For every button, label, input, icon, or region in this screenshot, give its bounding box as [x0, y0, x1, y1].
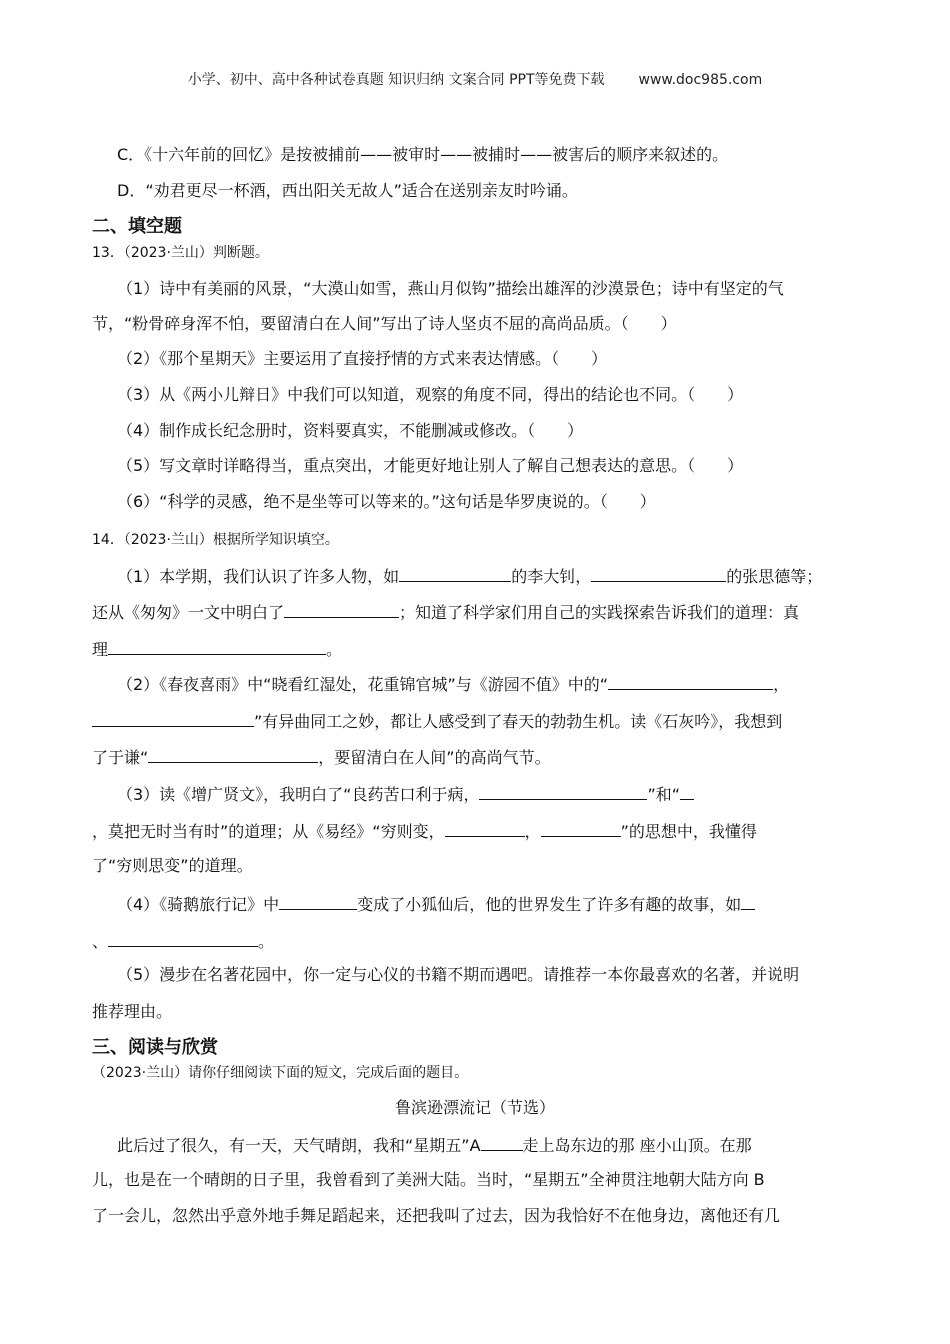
header-text: 小学、初中、高中各种试卷真题 知识归纳 文案合同 PPT等免费下载 — [187, 72, 605, 88]
option-d: D．“劝君更尽一杯酒，西出阳关无故人”适合在送别亲友时吟诵。 — [117, 181, 578, 200]
q14-p5-line1: （5）漫步在名著花园中，你一定与心仪的书籍不期而遇吧。请推荐一本你最喜欢的名著，并说明 — [117, 965, 800, 984]
answer-blank[interactable] — [148, 746, 318, 763]
text: ， — [773, 675, 790, 694]
text: ，莫把无时当有时”的道理；从《易经》“穷则变， — [92, 822, 445, 841]
header-url: www.doc985.com — [638, 72, 763, 88]
answer-blank[interactable] — [741, 893, 755, 910]
option-c: C．《十六年前的回忆》是按被捕前——被审时——被捕时——被害后的顺序来叙述的。 — [117, 145, 729, 164]
text: 了于谦“ — [92, 748, 149, 767]
text: 还从《匆匆》一文中明白了 — [92, 603, 285, 622]
text: 的李大钊， — [511, 567, 592, 586]
answer-blank[interactable] — [445, 820, 525, 837]
text: （1）本学期，我们认识了许多人物，如 — [117, 567, 400, 586]
question-13-stem: 13．（2023·兰山）判断题。 — [92, 245, 269, 261]
answer-blank[interactable] — [481, 1134, 523, 1151]
q14-p2-line3 — [92, 746, 551, 768]
reading-stem: （2023·兰山）请你仔细阅读下面的短文，完成后面的题目。 — [92, 1065, 469, 1081]
answer-blank[interactable] — [608, 673, 773, 690]
text: ， — [524, 822, 541, 841]
text: 、 — [92, 932, 109, 951]
text: ”的思想中，我懂得 — [620, 822, 757, 841]
q14-p5-line2: 推荐理由。 — [92, 1002, 173, 1021]
q14-p1-line2 — [92, 601, 799, 623]
q14-p3-line3: 了“穷则思变”的道理。 — [92, 856, 253, 875]
page-header — [0, 70, 950, 90]
answer-blank[interactable] — [279, 893, 357, 910]
answer-blank[interactable] — [399, 565, 511, 582]
q14-p2-line1 — [117, 673, 789, 695]
text: ”和“ — [647, 785, 681, 804]
text: ”有异曲同工之妙，都让人感受到了春天的勃勃生机。读《石灰吟》，我想到 — [254, 712, 783, 731]
section-title-fill: 二、填空题 — [92, 216, 182, 237]
text: 走上岛东边的那 座小山顶。在那 — [522, 1136, 752, 1155]
question-14-stem: 14．（2023·兰山）根据所学知识填空。 — [92, 532, 339, 548]
section-title-reading: 三、阅读与欣赏 — [92, 1037, 218, 1058]
answer-blank[interactable] — [108, 930, 258, 947]
text: 。 — [258, 932, 275, 951]
text: （4）《骑鹅旅行记》中 — [117, 895, 280, 914]
q14-p4-line1 — [117, 893, 755, 915]
reading-line-2: 儿，也是在一个晴朗的日子里，我曾看到了美洲大陆。当时，“星期五”全神贯注地朝大陆方向 B — [92, 1170, 765, 1189]
answer-blank[interactable] — [92, 710, 254, 727]
answer-blank[interactable] — [680, 783, 694, 800]
q13-item-2: （2）《那个星期天》主要运用了直接抒情的方式来表达情感。（ ） — [117, 349, 608, 368]
text: （2）《春夜喜雨》中“晓看红湿处，花重锦官城”与《游园不值》中的“ — [117, 675, 609, 694]
text: 的张思德等； — [726, 567, 823, 586]
text: ，要留清白在人间”的高尚气节。 — [318, 748, 551, 767]
answer-blank[interactable] — [479, 783, 647, 800]
q14-p1-line1 — [117, 565, 822, 587]
q14-p2-line2 — [92, 710, 782, 732]
text: 变成了小狐仙后，他的世界发生了许多有趣的故事，如 — [357, 895, 742, 914]
text: （3）读《增广贤文》，我明白了“良药苦口利于病， — [117, 785, 480, 804]
answer-blank[interactable] — [284, 601, 399, 618]
text: 此后过了很久，有一天，天气晴朗，我和“星期五”A — [117, 1136, 481, 1155]
q13-item-4: （4）制作成长纪念册时，资料要真实，不能删减或修改。（ ） — [117, 421, 584, 440]
q13-item-1a: （1）诗中有美丽的风景，“大漠山如雪，燕山月似钩”描绘出雄浑的沙漠景色；诗中有坚定的气 — [117, 279, 784, 298]
text: ；知道了科学家们用自己的实践探索告诉我们的道理：真 — [399, 603, 800, 622]
q14-p4-line2 — [92, 930, 274, 952]
q14-p1-line3 — [92, 638, 342, 660]
reading-title: 鲁滨逊漂流记（节选） — [394, 1098, 555, 1117]
q13-item-3: （3）从《两小儿辩日》中我们可以知道，观察的角度不同，得出的结论也不同。（ ） — [117, 385, 744, 404]
answer-blank[interactable] — [541, 820, 621, 837]
reading-line-1 — [117, 1134, 752, 1156]
q14-p3-line2 — [92, 820, 757, 842]
text: 理 — [92, 640, 109, 659]
text: 。 — [326, 640, 343, 659]
answer-blank[interactable] — [108, 638, 326, 655]
reading-line-3: 了一会儿，忽然出乎意外地手舞足蹈起来，还把我叫了过去，因为我恰好不在他身边，离他还有几 — [92, 1206, 781, 1225]
answer-blank[interactable] — [591, 565, 726, 582]
q13-item-5: （5）写文章时详略得当，重点突出，才能更好地让别人了解自己想表达的意思。（ ） — [117, 456, 744, 475]
q13-item-6: （6）“科学的灵感，绝不是坐等可以等来的。”这句话是华罗庚说的。（ ） — [117, 492, 656, 511]
q13-item-1b: 节，“粉骨碎身浑不怕，要留清白在人间”写出了诗人坚贞不屈的高尚品质。（ ） — [92, 314, 677, 333]
q14-p3-line1 — [117, 783, 694, 805]
